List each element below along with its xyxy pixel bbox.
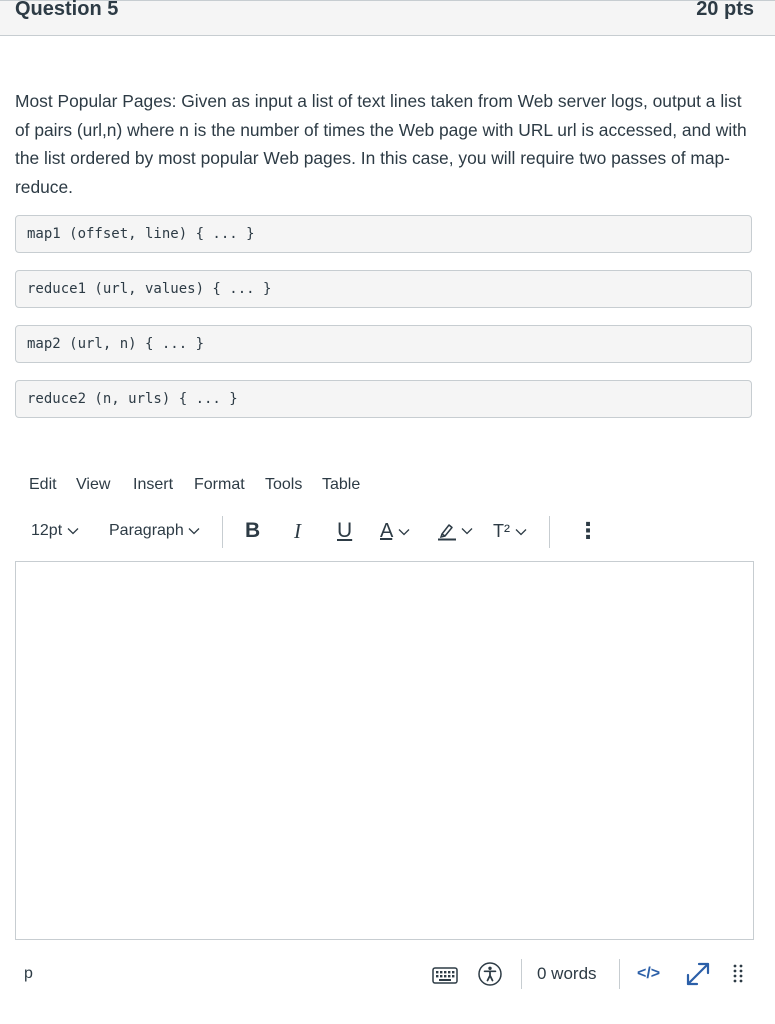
rich-text-editor-area[interactable]	[15, 561, 754, 940]
chevron-down-icon	[515, 528, 527, 536]
editor-toolbar	[0, 512, 775, 552]
highlight-color-button[interactable]	[437, 512, 473, 550]
statusbar-divider	[521, 959, 522, 989]
toolbar-divider	[549, 516, 550, 548]
question-title: Question 5	[15, 0, 119, 20]
chevron-down-icon	[188, 527, 200, 535]
chevron-down-icon	[461, 527, 473, 535]
accessibility-checker-button[interactable]	[478, 955, 502, 993]
question-header	[0, 0, 775, 36]
menu-format[interactable]: Format	[194, 476, 245, 493]
menu-view[interactable]: View	[76, 476, 111, 493]
question-points: 20 pts	[696, 0, 754, 20]
menu-table[interactable]: Table	[322, 476, 361, 493]
code-block-map1: map1 (offset, line) { ... }	[15, 215, 752, 253]
keyboard-icon	[432, 964, 458, 984]
underline-button[interactable]: U	[337, 519, 353, 542]
statusbar-divider	[619, 959, 620, 989]
expand-icon	[684, 960, 712, 988]
highlighter-icon	[437, 521, 457, 541]
font-size-value: 12pt	[31, 522, 63, 539]
accessibility-icon	[478, 962, 502, 986]
resize-handle[interactable]	[732, 955, 744, 993]
question-text: Most Popular Pages: Given as input a list of text lines taken from Web server logs, output a list of pairs (url,n) where n is the number of times the Web page with URL url is accessed, and with the list ordered by most popular Web pages. In this case, you will require two passes of map-reduce.	[15, 91, 747, 197]
menu-tools[interactable]: Tools	[265, 476, 303, 493]
keyboard-shortcuts-button[interactable]	[432, 955, 458, 993]
word-count[interactable]: 0 words	[537, 964, 597, 983]
menu-edit[interactable]: Edit	[29, 476, 57, 493]
code-block-reduce1: reduce1 (url, values) { ... }	[15, 270, 752, 308]
chevron-down-icon	[398, 528, 410, 536]
html-editor-button[interactable]: </>	[637, 965, 661, 982]
superscript-icon: T²	[493, 521, 510, 541]
drag-handle-icon	[732, 963, 744, 985]
code-block-reduce2: reduce2 (n, urls) { ... }	[15, 380, 752, 418]
fullscreen-button[interactable]	[684, 955, 712, 993]
bold-button[interactable]: B	[245, 519, 261, 542]
more-options-button[interactable]: ⋮	[577, 518, 599, 543]
font-size-select[interactable]	[31, 512, 79, 550]
element-path[interactable]: p	[24, 965, 33, 982]
editor-statusbar	[0, 955, 775, 995]
italic-button[interactable]: I	[294, 519, 301, 543]
block-format-select[interactable]	[109, 512, 200, 550]
block-format-value: Paragraph	[109, 522, 184, 539]
menu-insert[interactable]: Insert	[133, 476, 174, 493]
superscript-button[interactable]	[493, 512, 527, 550]
chevron-down-icon	[67, 527, 79, 535]
code-block-map2: map2 (url, n) { ... }	[15, 325, 752, 363]
toolbar-divider	[222, 516, 223, 548]
text-color-button[interactable]	[380, 512, 410, 550]
text-color-icon: A	[380, 520, 393, 542]
